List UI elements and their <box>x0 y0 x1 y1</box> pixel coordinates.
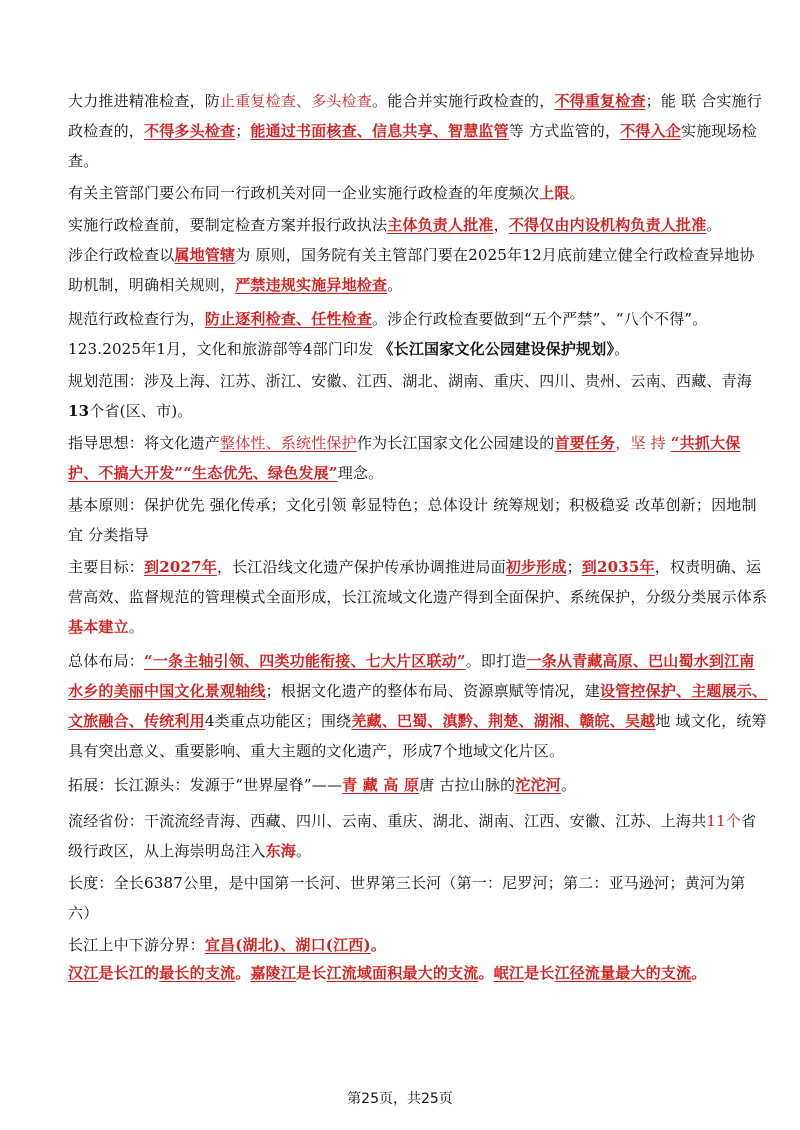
highlight-text: 上限 <box>539 184 570 202</box>
highlight-text: 沱沱河 <box>515 776 561 794</box>
text: 流经省份：干流流经青海、西藏、四川、云南、重庆、湖北、湖南、江西、安徽、江苏、上海共 <box>68 812 707 830</box>
paragraph-provinces-flowed <box>68 806 768 866</box>
highlight-text: 是长江的 <box>98 964 160 982</box>
highlight-text: 到2035年 <box>581 558 655 576</box>
highlight-text: 羌藏、巴蜀、滇黔、荆楚、湖湘、赣皖、吴越 <box>351 712 656 730</box>
text: 长江上中下游分界： <box>68 936 205 954</box>
highlight-text: 不得重复检查 <box>554 92 646 110</box>
paragraph-basic-principles <box>68 490 768 550</box>
highlight-text: 江流域面积最大的支流 <box>326 964 479 982</box>
highlight-text: 严禁违规实施异地检查 <box>235 276 388 294</box>
text: 。 <box>296 842 312 860</box>
highlight-text: 到2027年 <box>144 558 217 576</box>
paragraph-territorial-jurisdiction <box>68 240 768 300</box>
text: 4类重点功能区；围绕 <box>204 712 352 730</box>
text: ，权责明确、运营高效、监督规范的管理模式全面形成，长江流域文化遗产得到全面保护、系统保护，分级分类展示体系 <box>68 558 768 606</box>
highlight-text: 11个 <box>706 812 742 830</box>
document-title: 《长江国家文化公园建设保护规划》 <box>378 340 615 358</box>
text: 。即打造 <box>465 652 527 670</box>
text: ， <box>493 216 509 234</box>
highlight-text: 岷江 <box>493 964 525 982</box>
paragraph-item-123 <box>68 334 768 364</box>
highlight-text: 设管控保护、主题展示、文旅融合、传统利用 <box>68 682 768 730</box>
highlight-text: 13 <box>68 402 90 420</box>
highlight-text: 不得入企 <box>620 122 682 140</box>
text: 基本原则：保护优先 强化传承；文化引领 彰显特色；总体设计 统筹规划；积极稳妥 改革创新；因地制宜 分类指导 <box>68 496 757 544</box>
text: 大力推进精准检查，防 <box>68 92 221 110</box>
paragraph-main-goals <box>68 552 768 642</box>
highlight-text: 能通过书面核查、信息共享、智慧监管 <box>250 122 509 140</box>
highlight-text: 。 <box>370 936 387 954</box>
paragraph-overall-layout <box>68 646 768 766</box>
highlight-text: 江径流量最大的支流 <box>554 964 692 982</box>
text: 实施现场检查。 <box>68 122 758 170</box>
paragraph-reach-division <box>68 930 768 960</box>
text: 指导思想：将文化遗产 <box>68 434 221 452</box>
text: 。 <box>128 618 145 636</box>
text: 省级行政区，从上海崇明岛注入 <box>68 812 757 860</box>
text: 。 <box>569 184 585 202</box>
text: ，长江沿线文化遗产保护传承协调推进局面 <box>216 558 506 576</box>
text: 有关主管部门要公布同一行政机关对同一企业实施行政检查的年度频次 <box>68 184 540 202</box>
highlight-text: 。 <box>478 964 494 982</box>
highlight-text: 宜昌(湖北)、湖口(江西) <box>204 936 371 954</box>
text: 个省(区、市)。 <box>89 402 193 420</box>
highlight-text: “一条主轴引领、四类功能衔接、七大片区联动” <box>144 652 466 670</box>
highlight-text: 青 藏 高 原 <box>342 776 420 794</box>
highlight-text: “共抓大保护、不搞大开发”“生态优先、绿色发展” <box>68 434 741 482</box>
highlight-text: 防止逐利检查、任性检查 <box>204 310 373 328</box>
highlight-text: 首要任务 <box>554 434 616 452</box>
text: 规划范围：涉及上海、江苏、浙江、安徽、江西、湖北、湖南、重庆、四川、贵州、云南、西藏、青海 <box>68 372 753 390</box>
highlight-text: 东海 <box>265 842 297 860</box>
text: 涉企行政检查以 <box>68 246 175 264</box>
paragraph-yangtze-source <box>68 770 768 800</box>
text: 为 原则，国务院有关主管部门要在2025年12月底前建立健全行政检查异地协助机制，明确相关规则， <box>68 246 755 294</box>
text: 。 <box>387 276 403 294</box>
text: 地 域文化，统筹具有突出意义、重要影响、重大主题的文化遗产，形成7个地域文化片区。 <box>68 712 767 760</box>
text: 等 方式监管的， <box>508 122 621 140</box>
text: 主要目标： <box>68 558 145 576</box>
paragraph-regulate-inspection <box>68 304 768 334</box>
highlight-text: 一条从青藏高原、巴山蜀水到江南水乡的美丽中国文化景观轴线 <box>68 652 755 700</box>
paragraph-planning-scope <box>68 366 768 426</box>
paragraph-tributaries <box>68 958 768 988</box>
page-number-footer: 第25页，共25页 <box>347 1091 453 1107</box>
paragraph-length <box>68 868 768 928</box>
paragraph-guiding-ideology <box>68 428 768 488</box>
highlight-text: 。 <box>235 964 251 982</box>
text: 123.2025年1月，文化和旅游部等4部门印发 <box>68 340 379 358</box>
highlight-text: 基本建立 <box>68 618 129 636</box>
highlight-text: 。 <box>691 964 707 982</box>
text: ；根据文化遗产的整体布局、资源禀赋等情况，建 <box>265 682 601 700</box>
text: 。 <box>614 340 630 358</box>
text: 。能合并实施行政检查的， <box>372 92 555 110</box>
highlight-text: 初步形成 <box>505 558 567 576</box>
text: ； <box>566 558 582 576</box>
highlight-text: 主体负责人批准 <box>387 216 494 234</box>
highlight-text: 汉江 <box>68 964 99 982</box>
highlight-text: ，坚 持 <box>615 434 671 452</box>
text: 实施行政检查前，要制定检查方案并报行政执法 <box>68 216 388 234</box>
text: ； <box>235 122 251 140</box>
text: 规范行政检查行为， <box>68 310 205 328</box>
paragraph-inspection-approval <box>68 210 768 240</box>
highlight-text: 止重复检查、多头检查 <box>220 92 373 110</box>
text: 总体布局： <box>68 652 145 670</box>
text: 唐 古拉山脉的 <box>419 776 516 794</box>
text: 作为长江国家文化公园建设的 <box>356 434 555 452</box>
paragraph-frequency-limit <box>68 178 768 208</box>
text: 理念。 <box>337 464 384 482</box>
paragraph-precise-inspection <box>68 86 768 176</box>
text: 。 <box>706 216 722 234</box>
text: 长度：全长6387公里，是中国第一长河、世界第三长河（第一：尼罗河；第二：亚马逊河；黄河为第六） <box>68 874 746 922</box>
highlight-text: 是长 <box>296 964 327 982</box>
highlight-text: 不得多头检查 <box>144 122 236 140</box>
highlight-text: 是长 <box>524 964 555 982</box>
text: 。涉企行政检查要做到“五个严禁”、“八个不得”。 <box>372 310 708 328</box>
highlight-text: 整体性、系统性保护 <box>220 434 357 452</box>
highlight-text: 不得仅由内设机构负责人批准 <box>508 216 707 234</box>
highlight-text: 嘉陵江 <box>250 964 297 982</box>
highlight-text: 最长的支流 <box>159 964 236 982</box>
text: 。 <box>561 776 577 794</box>
text: ；能 联 合实施行政检查的， <box>68 92 762 140</box>
text: 拓展：长江源头：发源于“世界屋脊”—— <box>68 776 343 794</box>
highlight-text: 属地管辖 <box>174 246 236 264</box>
